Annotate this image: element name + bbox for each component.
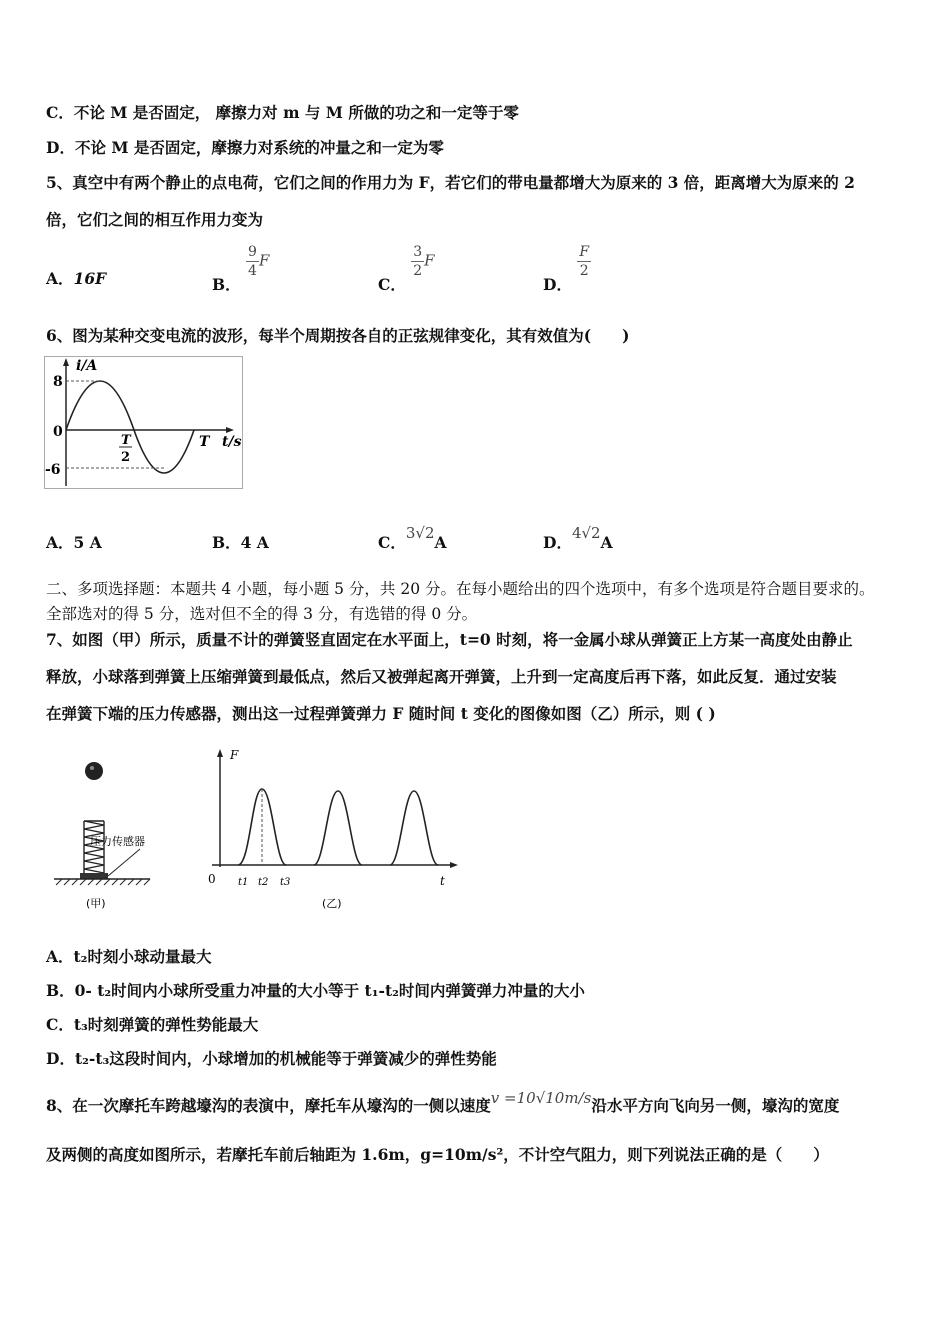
y-axis-label: i/A: [76, 358, 98, 374]
tick-0: 0: [53, 424, 63, 440]
t-axis-arrow: [450, 862, 458, 868]
q8-stem-line1-pre: 8、在一次摩托车跨越壕沟的表演中，摩托车从壕沟的一侧以速度: [46, 1096, 491, 1115]
q5-option-a-label: A．: [46, 269, 74, 288]
graph-border: [45, 357, 243, 489]
sensor-pointer: [108, 849, 140, 876]
caption-yi: (乙): [322, 897, 342, 910]
q5-option-c-denominator: 2: [413, 263, 423, 279]
pressure-sensor: [80, 873, 108, 879]
q5-option-d: [543, 243, 591, 294]
q7-option-c: C．t₃时刻弹簧的弹性势能最大: [46, 1015, 259, 1034]
figure-jia: [50, 755, 200, 915]
t3-label: t3: [280, 877, 291, 888]
q5-option-c: [378, 243, 435, 294]
q5-option-b-fraction: [246, 243, 259, 280]
q4-option-c: C．不论 M 是否固定， 摩擦力对 m 与 M 所做的功之和一定等于零: [46, 103, 519, 122]
q5-option-c-symbol: F: [424, 251, 435, 270]
q5-option-d-label: D．: [543, 274, 572, 294]
period-label: T: [199, 434, 210, 450]
ground-hatching: [56, 879, 150, 885]
tick-neg6: -6: [45, 462, 61, 478]
t2-label: t2: [258, 877, 269, 888]
i-axis-arrow: [63, 358, 69, 366]
q7-option-d: D．t₂-t₃这段时间内，小球增加的机械能等于弹簧减少的弹性势能: [46, 1049, 497, 1068]
q7-option-b: B．0- t₂时间内小球所受重力冲量的大小等于 t₁-t₂时间内弹簧弹力冲量的大小: [46, 981, 585, 1000]
tick-8: 8: [53, 374, 63, 390]
force-pulse-3: [390, 791, 438, 865]
q6-option-d-math: 4√2: [571, 524, 601, 542]
metal-ball: [85, 762, 103, 780]
q7-stem-line1: 7、如图（甲）所示，质量不计的弹簧竖直固定在水平面上，t=0 时刻，将一金属小球从弹簧正上方某一高度处由静止: [46, 630, 853, 649]
q5-option-d-denominator: 2: [579, 263, 589, 279]
section2-heading-line1: 二、多项选择题：本题共 4 小题，每小题 5 分，共 20 分。在每小题给出的四个选项中，有多个选项是符合题目要求的。: [46, 580, 875, 598]
q6-option-c: [378, 521, 447, 552]
y-axis-label: F: [230, 748, 239, 762]
q5-option-c-numerator: 3: [413, 244, 423, 260]
section2-heading-line2: 全部选对的得 5 分，选对但不全的得 3 分，有选错的得 0 分。: [46, 605, 478, 623]
q7-stem-line2: 释放，小球落到弹簧上压缩弹簧到最低点，然后又被弹起离开弹簧，上升到一定高度后再下落，如此反复．通过安装: [46, 667, 837, 686]
q5-option-c-fraction: [411, 243, 424, 280]
q8-stem-line1: [46, 1089, 840, 1116]
q5-option-b-denominator: 4: [248, 263, 257, 279]
q6-option-a: A．5 A: [46, 533, 102, 552]
q8-velocity-math: v =10√10m/s: [490, 1089, 592, 1107]
x-axis-label: t/s: [222, 434, 242, 450]
q7-stem-line3: 在弹簧下端的压力传感器，测出这一过程弹簧弹力 F 随时间 t 变化的图像如图（乙）所示，则 ( ): [46, 704, 716, 723]
f-axis-arrow: [217, 749, 223, 757]
q5-option-b-label: B．: [212, 274, 241, 294]
ball-highlight: [90, 766, 94, 770]
q5-option-d-fraction: [577, 243, 591, 280]
q5-option-a: [46, 267, 106, 289]
q6-option-d-unit: A: [600, 533, 613, 552]
q6-option-d-label: D．: [543, 533, 572, 552]
q8-stem-line1-post: 沿水平方向飞向另一侧，壕沟的宽度: [591, 1096, 840, 1115]
q6-current-graph: [44, 356, 244, 490]
q6-option-c-math: 3√2: [405, 524, 435, 542]
q5-option-b-numerator: 9: [248, 244, 257, 260]
origin-label: 0: [208, 872, 216, 886]
q8-stem-line2: 及两侧的高度如图所示，若摩托车前后轴距为 1.6m，g=10m/s²，不计空气阻力，则下列说法正确的是（ ）: [46, 1145, 829, 1164]
q4-option-d: D．不论 M 是否固定，摩擦力对系统的冲量之和一定为零: [46, 138, 444, 157]
q6-option-d: [543, 521, 613, 552]
q7-option-a: A．t₂时刻小球动量最大: [46, 947, 212, 966]
half-period-numerator: T: [121, 433, 131, 448]
caption-jia: (甲): [86, 897, 106, 910]
q5-option-b-symbol: F: [258, 251, 270, 270]
q6-stem: 6、图为某种交变电流的波形，每半个周期按各自的正弦规律变化，其有效值为( ): [46, 326, 630, 345]
q6-option-b: B．4 A: [212, 533, 269, 552]
q5-stem-line2: 倍，它们之间的相互作用力变为: [46, 210, 264, 229]
q5-option-a-value: 16F: [73, 269, 107, 288]
sensor-label: 压力传感器: [90, 835, 145, 848]
force-pulse-2: [314, 791, 362, 865]
t-axis-arrow: [226, 427, 234, 433]
q6-option-c-label: C．: [378, 533, 406, 552]
q5-option-d-numerator: F: [579, 244, 590, 260]
t1-label: t1: [238, 877, 249, 888]
x-axis-label: t: [440, 874, 445, 888]
q5-stem-line1: 5、真空中有两个静止的点电荷，它们之间的作用力为 F，若它们的带电量都增大为原来的 3 倍，距离增大为原来的 2: [46, 173, 855, 192]
q5-option-b: [212, 243, 270, 294]
half-period-denominator: 2: [121, 450, 131, 465]
q6-option-c-unit: A: [434, 533, 447, 552]
figure-yi-force-graph: [204, 745, 464, 915]
q5-option-c-label: C．: [378, 274, 406, 294]
